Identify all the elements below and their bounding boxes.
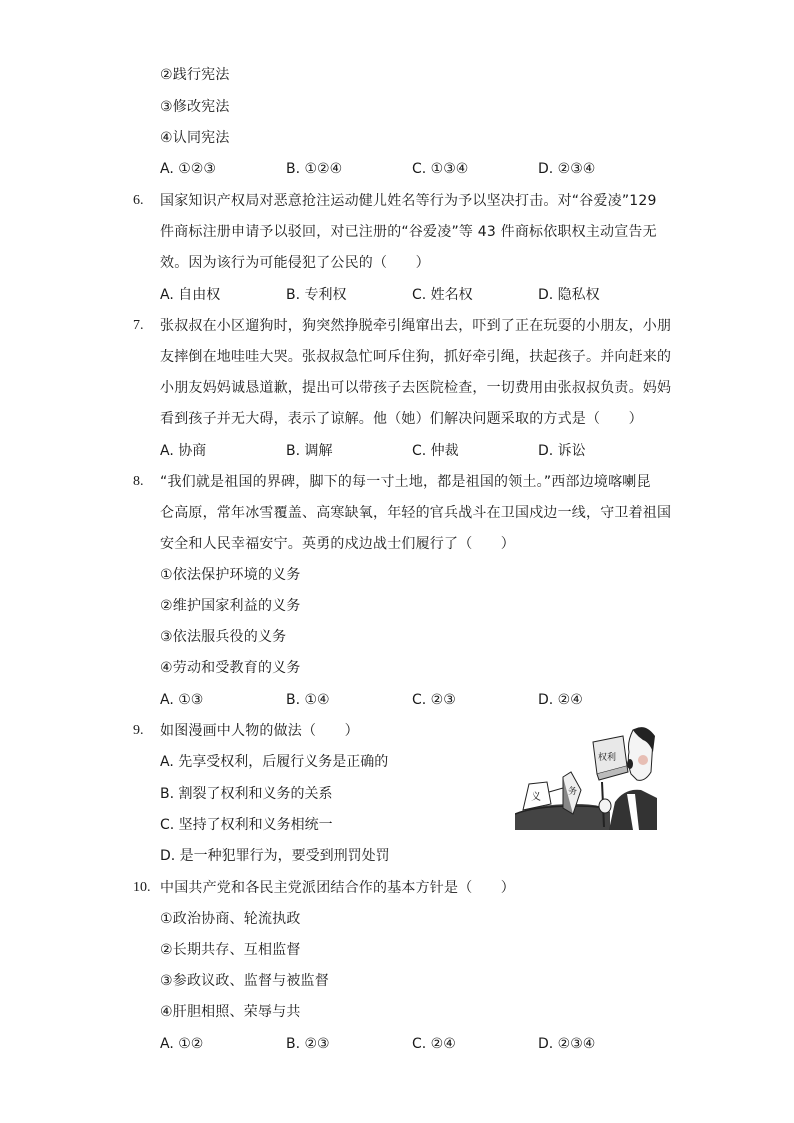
- q10-option-b[interactable]: B. ②③: [286, 1036, 330, 1052]
- q10-item-3: ③参政议政、监督与被监督: [160, 973, 329, 989]
- svg-text:权利: 权利: [598, 753, 617, 763]
- q10-option-c[interactable]: C. ②④: [412, 1036, 456, 1052]
- q8-option-c[interactable]: C. ②③: [412, 692, 456, 708]
- q7-option-d[interactable]: D. 诉讼: [538, 443, 586, 459]
- q9-option-c[interactable]: C. 坚持了权利和义务相统一: [160, 817, 333, 833]
- q7-stem-line-4: 看到孩子并无大碍，表示了谅解。他（她）们解决问题采取的方式是（ ）: [160, 411, 643, 427]
- q6-option-c[interactable]: C. 姓名权: [412, 287, 473, 303]
- q7-stem-line-1: 张叔叔在小区遛狗时，狗突然挣脱牵引绳窜出去，吓到了正在玩耍的小朋友，小朋: [160, 318, 672, 334]
- q6-stem-line-1: 国家知识产权局对恶意抢注运动健儿姓名等行为予以坚决打击。对“谷爱凌”129: [160, 193, 657, 209]
- q5-item-4: ④认同宪法: [160, 130, 230, 146]
- q5-item-2: ②践行宪法: [160, 67, 230, 83]
- q6-option-a[interactable]: A. 自由权: [160, 287, 221, 303]
- q10-option-d[interactable]: D. ②③④: [538, 1036, 596, 1052]
- q10-item-2: ②长期共存、互相监督: [160, 942, 301, 958]
- q5-option-b[interactable]: B. ①②④: [286, 161, 343, 177]
- q7-stem-line-3: 小朋友妈妈诚恳道歉，提出可以带孩子去医院检查，一切费用由张叔叔负责。妈妈: [160, 380, 672, 396]
- q5-option-a[interactable]: A. ①②③: [160, 161, 216, 177]
- q10-item-4: ④肝胆相照、荣辱与共: [160, 1004, 301, 1020]
- q8-option-a[interactable]: A. ①③: [160, 692, 204, 708]
- svg-text:义: 义: [531, 792, 541, 803]
- q5-option-d[interactable]: D. ②③④: [538, 161, 596, 177]
- q6-option-d[interactable]: D. 隐私权: [538, 287, 600, 303]
- q8-item-1: ①依法保护环境的义务: [160, 567, 301, 583]
- q6-stem-line-2: 件商标注册申请予以驳回，对已注册的“谷爱凌”等 43 件商标依职权主动宣告无: [160, 224, 657, 240]
- q8-stem-line-1: “我们就是祖国的界碑，脚下的每一寸土地，都是祖国的领土。”西部边境喀喇昆: [160, 474, 651, 490]
- question-number: 9.: [133, 723, 144, 738]
- q6-option-b[interactable]: B. 专利权: [286, 287, 347, 303]
- q5-item-3: ③修改宪法: [160, 99, 230, 115]
- q8-option-d[interactable]: D. ②④: [538, 692, 583, 708]
- rights-duty-cartoon-illustration: [515, 722, 657, 830]
- q9-option-a[interactable]: A. 先享受权利，后履行义务是正确的: [160, 754, 389, 770]
- q9-option-d[interactable]: D. 是一种犯罪行为，要受到刑罚处罚: [160, 848, 390, 864]
- q10-stem: 中国共产党和各民主党派团结合作的基本方针是（ ）: [160, 880, 515, 896]
- question-number: 6.: [133, 193, 144, 208]
- q7-option-a[interactable]: A. 协商: [160, 443, 207, 459]
- q7-stem-line-2: 友摔倒在地哇哇大哭。张叔叔急忙呵斥住狗，抓好牵引绳，扶起孩子。并向赶来的: [160, 349, 672, 365]
- q8-stem-line-3: 安全和人民幸福安宁。英勇的戍边战士们履行了（ ）: [160, 536, 515, 552]
- q8-option-b[interactable]: B. ①④: [286, 692, 330, 708]
- q7-option-c[interactable]: C. 仲裁: [412, 443, 459, 459]
- q8-stem-line-2: 仑高原，常年冰雪覆盖、高寒缺氧，年轻的官兵战斗在卫国戍边一线，守卫着祖国: [160, 505, 672, 521]
- question-number: 10.: [133, 880, 151, 895]
- cartoon-image: [515, 722, 657, 830]
- question-number: 7.: [133, 318, 144, 333]
- q8-item-3: ③依法服兵役的义务: [160, 629, 287, 645]
- q7-option-b[interactable]: B. 调解: [286, 443, 333, 459]
- q6-stem-line-3: 效。因为该行为可能侵犯了公民的（ ）: [160, 255, 430, 271]
- q10-item-1: ①政治协商、轮流执政: [160, 911, 301, 927]
- q10-option-a[interactable]: A. ①②: [160, 1036, 204, 1052]
- q9-option-b[interactable]: B. 割裂了权利和义务的关系: [160, 786, 333, 802]
- q8-item-4: ④劳动和受教育的义务: [160, 660, 301, 676]
- question-number: 8.: [133, 474, 144, 489]
- q8-item-2: ②维护国家利益的义务: [160, 598, 301, 614]
- q5-option-c[interactable]: C. ①③④: [412, 161, 469, 177]
- svg-text:务: 务: [568, 787, 578, 797]
- q9-stem: 如图漫画中人物的做法（ ）: [160, 723, 359, 739]
